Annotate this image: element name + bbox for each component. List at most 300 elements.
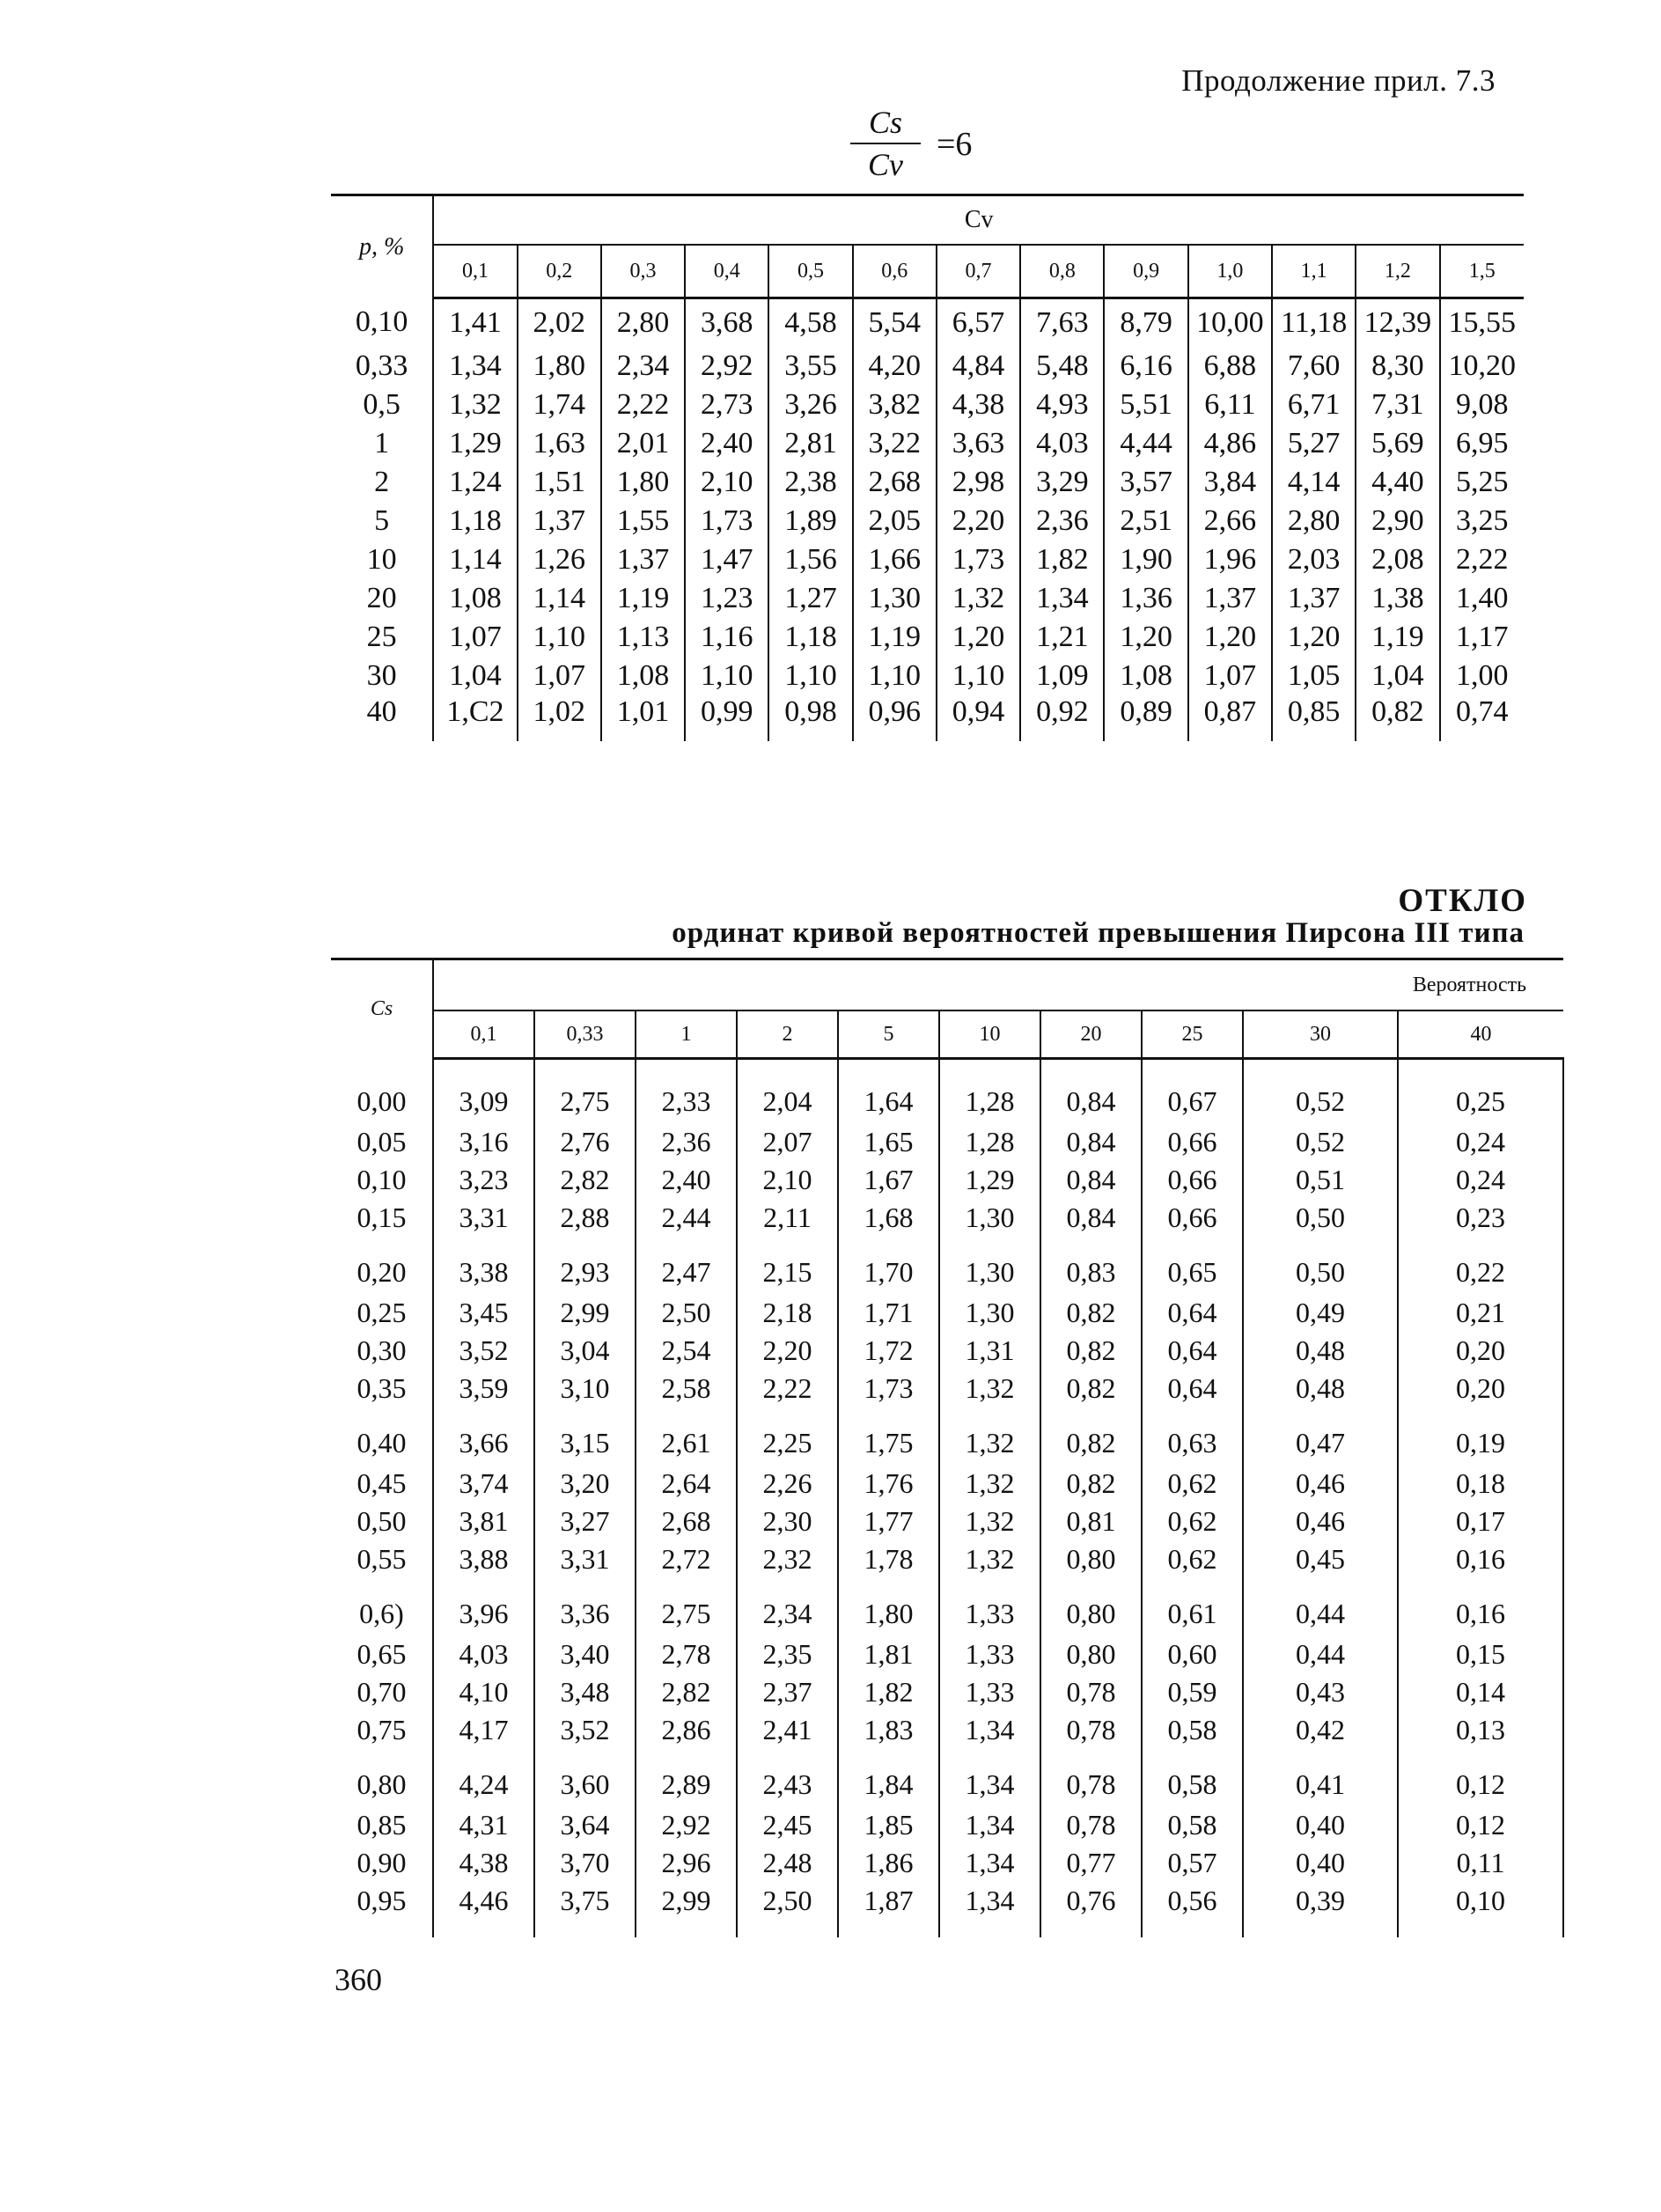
table2-row: [331, 1806, 1563, 1844]
table1-cell: 1,05: [1272, 657, 1356, 695]
table2-column-header: 0,33: [534, 1010, 636, 1059]
table2-cell: 1,83: [838, 1711, 939, 1749]
table2-cell: 1,32: [939, 1465, 1040, 1503]
table1-cell: 1,16: [685, 618, 768, 657]
table2-cell: 0,14: [1398, 1673, 1563, 1711]
table2-cell: 3,52: [433, 1332, 534, 1370]
table1-cell: 7,60: [1272, 347, 1356, 386]
table2-column-header: 30: [1243, 1010, 1398, 1059]
table2-cell: 1,30: [939, 1199, 1040, 1237]
table2-row-label: 0,50: [331, 1503, 433, 1540]
table1-cell: 1,20: [1272, 618, 1356, 657]
table2-row: [331, 1407, 1563, 1465]
table2-cell: 0,60: [1142, 1635, 1243, 1673]
table1-column-header: 0,7: [937, 245, 1020, 298]
table2-cell: 3,31: [433, 1199, 534, 1237]
table2-tail-cell: [331, 1920, 433, 1937]
ratio-denominator: Cv: [868, 147, 903, 182]
table2-row: [331, 1635, 1563, 1673]
table1-cell: 4,20: [853, 347, 937, 386]
table2-cell: 0,40: [1243, 1844, 1398, 1882]
table2-cell: 0,50: [1243, 1237, 1398, 1294]
table2-cell: 3,10: [534, 1370, 636, 1407]
table2-cell: 3,96: [433, 1578, 534, 1635]
table2-cell: 4,03: [433, 1635, 534, 1673]
table1-row: [331, 463, 1524, 502]
table2-cell: 0,78: [1040, 1673, 1142, 1711]
table2-cell: 2,50: [636, 1294, 737, 1332]
table2-row: [331, 1749, 1563, 1806]
table2-row-label: 0,55: [331, 1540, 433, 1578]
table2-row-label: 0,00: [331, 1059, 433, 1124]
table2-cell: 0,20: [1398, 1332, 1563, 1370]
table2-cell: 0,64: [1142, 1332, 1243, 1370]
table1-cell: 1,20: [937, 618, 1020, 657]
cv-coefficient-table: [331, 194, 1524, 741]
table2-row-label: 0,75: [331, 1711, 433, 1749]
table2-cell: 1,34: [939, 1882, 1040, 1920]
table2-row: [331, 1882, 1563, 1920]
table2-cell: 0,12: [1398, 1749, 1563, 1806]
table2-cell: 2,30: [737, 1503, 838, 1540]
table2-cell: 2,76: [534, 1123, 636, 1161]
table2-cell: 2,64: [636, 1465, 737, 1503]
table1-cell: 2,68: [853, 463, 937, 502]
table2-row: [331, 1237, 1563, 1294]
table1-cell: 1,07: [433, 618, 517, 657]
table2-row: [331, 1465, 1563, 1503]
table2-cell: 2,40: [636, 1161, 737, 1199]
table1-cell: 2,01: [601, 424, 685, 463]
table2-cell: 0,66: [1142, 1199, 1243, 1237]
table2-cell: 2,96: [636, 1844, 737, 1882]
table1-cell: 1,30: [853, 579, 937, 618]
table2-tail-cell: [1398, 1920, 1563, 1937]
table1-cell: 8,30: [1356, 347, 1439, 386]
table1-cell: 4,93: [1020, 386, 1104, 424]
table1-cell: 1,C2: [433, 695, 517, 741]
table2-cell: 2,25: [737, 1407, 838, 1465]
table1-cell: 1,23: [685, 579, 768, 618]
table2-cell: 2,34: [737, 1578, 838, 1635]
table2-cell: 0,50: [1243, 1199, 1398, 1237]
table1-cell: 1,80: [518, 347, 601, 386]
table2-cell: 1,77: [838, 1503, 939, 1540]
table1-cell: 6,11: [1188, 386, 1272, 424]
table2-cell: 3,48: [534, 1673, 636, 1711]
table2-row: [331, 1059, 1563, 1124]
table2-cell: 1,34: [939, 1806, 1040, 1844]
table1-cell: 1,66: [853, 540, 937, 579]
table2-cell: 3,36: [534, 1578, 636, 1635]
table1-cell: 1,07: [1188, 657, 1272, 695]
table1-cell: 1,82: [1020, 540, 1104, 579]
table1-cell: 1,19: [853, 618, 937, 657]
table1-cell: 9,08: [1440, 386, 1524, 424]
table2-cell: 2,93: [534, 1237, 636, 1294]
table2-cell: 1,28: [939, 1059, 1040, 1124]
table1-cell: 1,19: [601, 579, 685, 618]
table1-column-header: 1,5: [1440, 245, 1524, 298]
table2-cell: 0,13: [1398, 1711, 1563, 1749]
table1-column-header: 0,9: [1104, 245, 1187, 298]
table2-row-label: 0,80: [331, 1749, 433, 1806]
table1-cell: 3,82: [853, 386, 937, 424]
table1-cell: 2,98: [937, 463, 1020, 502]
table2-cell: 1,78: [838, 1540, 939, 1578]
table1-row-label: 0,10: [331, 298, 433, 348]
table1-cell: 0,94: [937, 695, 1020, 741]
table1-column-header: 1,1: [1272, 245, 1356, 298]
table1-cell: 1,74: [518, 386, 601, 424]
table1-cell: 1,17: [1440, 618, 1524, 657]
table2-cell: 0,17: [1398, 1503, 1563, 1540]
table2-cell: 2,82: [534, 1161, 636, 1199]
table1-cell: 1,36: [1104, 579, 1187, 618]
table2-cell: 4,24: [433, 1749, 534, 1806]
table1-cell: 2,80: [601, 298, 685, 348]
table1-cell: 1,41: [433, 298, 517, 348]
table2-cell: 2,48: [737, 1844, 838, 1882]
table2-cell: 2,54: [636, 1332, 737, 1370]
table2-cell: 0,84: [1040, 1199, 1142, 1237]
table2-cell: 3,09: [433, 1059, 534, 1124]
table1-cell: 1,89: [768, 502, 852, 540]
table1-cell: 1,14: [518, 579, 601, 618]
table1-cell: 3,25: [1440, 502, 1524, 540]
table2-cell: 0,47: [1243, 1407, 1398, 1465]
table1-cell: 2,08: [1356, 540, 1439, 579]
table2-cell: 0,62: [1142, 1465, 1243, 1503]
table2-cell: 0,11: [1398, 1844, 1563, 1882]
table2-cell: 0,21: [1398, 1294, 1563, 1332]
table1-cell: 6,16: [1104, 347, 1187, 386]
table2-cell: 0,42: [1243, 1711, 1398, 1749]
table2-cell: 0,19: [1398, 1407, 1563, 1465]
table1-cell: 1,34: [1020, 579, 1104, 618]
table2-cell: 2,18: [737, 1294, 838, 1332]
table2-cell: 1,70: [838, 1237, 939, 1294]
table1-cell: 1,34: [433, 347, 517, 386]
table2-cell: 4,17: [433, 1711, 534, 1749]
table1-cell: 3,55: [768, 347, 852, 386]
table1-row-label: 20: [331, 579, 433, 618]
table2-cell: 0,80: [1040, 1635, 1142, 1673]
table1-cell: 0,96: [853, 695, 937, 741]
table1-row-label: 25: [331, 618, 433, 657]
ratio-numerator: Cs: [868, 105, 903, 140]
table2-cell: 1,85: [838, 1806, 939, 1844]
table1-cell: 1,21: [1020, 618, 1104, 657]
table1-row: [331, 657, 1524, 695]
table2-cell: 0,22: [1398, 1237, 1563, 1294]
table2-cell: 2,32: [737, 1540, 838, 1578]
table2-cell: 1,32: [939, 1407, 1040, 1465]
table2-cell: 0,24: [1398, 1161, 1563, 1199]
table2-cell: 1,65: [838, 1123, 939, 1161]
table2-cell: 1,34: [939, 1711, 1040, 1749]
ratio-fraction: [850, 104, 921, 185]
table2-cell: 1,30: [939, 1237, 1040, 1294]
table1-cell: 1,32: [937, 579, 1020, 618]
table2-cell: 0,24: [1398, 1123, 1563, 1161]
table2-row-label: 0,95: [331, 1882, 433, 1920]
table2-cell: 0,16: [1398, 1540, 1563, 1578]
table2-cell: 3,74: [433, 1465, 534, 1503]
table2-cell: 2,82: [636, 1673, 737, 1711]
table2-row: [331, 1578, 1563, 1635]
table1-row-label: 30: [331, 657, 433, 695]
table2-cell: 0,82: [1040, 1407, 1142, 1465]
table1-cell: 2,92: [685, 347, 768, 386]
table1-cell: 1,47: [685, 540, 768, 579]
table2-cell: 3,38: [433, 1237, 534, 1294]
table2-cell: 0,12: [1398, 1806, 1563, 1844]
table2-cell: 3,60: [534, 1749, 636, 1806]
table2-cell: 0,46: [1243, 1465, 1398, 1503]
table1-column-header: 0,2: [518, 245, 601, 298]
table1-cell: 12,39: [1356, 298, 1439, 348]
table2-cell: 3,31: [534, 1540, 636, 1578]
table2-cell: 0,58: [1142, 1749, 1243, 1806]
table2-cell: 2,20: [737, 1332, 838, 1370]
table2-cell: 1,64: [838, 1059, 939, 1124]
table2-cell: 1,75: [838, 1407, 939, 1465]
table1-cell: 2,80: [1272, 502, 1356, 540]
table1-cell: 1,10: [937, 657, 1020, 695]
table1-cell: 0,85: [1272, 695, 1356, 741]
table1-cell: 2,03: [1272, 540, 1356, 579]
table2-cell: 1,33: [939, 1673, 1040, 1711]
table2-column-header: 0,1: [433, 1010, 534, 1059]
table1-row-label: 0,33: [331, 347, 433, 386]
table2-column-header: 25: [1142, 1010, 1243, 1059]
table1-cell: 5,27: [1272, 424, 1356, 463]
table1-cell: 3,57: [1104, 463, 1187, 502]
table1-row-label: 0,5: [331, 386, 433, 424]
table2-cell: 0,57: [1142, 1844, 1243, 1882]
table2-cell: 0,62: [1142, 1503, 1243, 1540]
table2-cell: 2,33: [636, 1059, 737, 1124]
table2-tail-cell: [1142, 1920, 1243, 1937]
table2-cell: 3,45: [433, 1294, 534, 1332]
table1-cell: 10,00: [1188, 298, 1272, 348]
table2-cell: 0,66: [1142, 1161, 1243, 1199]
table1-cell: 1,90: [1104, 540, 1187, 579]
table1-cell: 1,02: [518, 695, 601, 741]
table1-cell: 1,51: [518, 463, 601, 502]
table2-row-label: 0,90: [331, 1844, 433, 1882]
section-title: ОТКЛО: [1398, 883, 1527, 919]
table2-cell: 0,58: [1142, 1806, 1243, 1844]
table2-cell: 1,30: [939, 1294, 1040, 1332]
table2-cell: 0,61: [1142, 1578, 1243, 1635]
table2-row: [331, 1161, 1563, 1199]
table2-cell: 0,66: [1142, 1123, 1243, 1161]
table2-column-header: 2: [737, 1010, 838, 1059]
table2-row: [331, 1540, 1563, 1578]
table2-cell: 1,34: [939, 1844, 1040, 1882]
table2-cell: 0,81: [1040, 1503, 1142, 1540]
table1-cell: 1,08: [601, 657, 685, 695]
table2-cell: 2,89: [636, 1749, 737, 1806]
table2-cell: 1,33: [939, 1578, 1040, 1635]
table2-cell: 1,67: [838, 1161, 939, 1199]
table2-cell: 1,32: [939, 1503, 1040, 1540]
table2-cell: 3,66: [433, 1407, 534, 1465]
table1-cell: 1,10: [518, 618, 601, 657]
table1-cell: 1,18: [768, 618, 852, 657]
table2-cell: 2,61: [636, 1407, 737, 1465]
table1-row: [331, 618, 1524, 657]
table1-cell: 2,38: [768, 463, 852, 502]
table1-cell: 2,81: [768, 424, 852, 463]
table2-cell: 0,56: [1142, 1882, 1243, 1920]
table2-row-label: 0,6): [331, 1578, 433, 1635]
table2-cell: 1,29: [939, 1161, 1040, 1199]
ratio-formula: [850, 104, 1132, 196]
table1-cell: 1,29: [433, 424, 517, 463]
table2-row-label: 0,45: [331, 1465, 433, 1503]
table2-row-label: 0,05: [331, 1123, 433, 1161]
table2-cell: 3,16: [433, 1123, 534, 1161]
table1-row-label: 40: [331, 695, 433, 741]
table1-cell: 2,20: [937, 502, 1020, 540]
table2-cell: 0,51: [1243, 1161, 1398, 1199]
table1-cell: 1,00: [1440, 657, 1524, 695]
table1-cell: 4,86: [1188, 424, 1272, 463]
table2-row-label: 0,20: [331, 1237, 433, 1294]
table2-cell: 3,52: [534, 1711, 636, 1749]
table1-column-header: 0,3: [601, 245, 685, 298]
table1-row: [331, 579, 1524, 618]
table1-column-header: 0,1: [433, 245, 517, 298]
table2-row-label: 0,15: [331, 1199, 433, 1237]
table2-cell: 2,11: [737, 1199, 838, 1237]
table2-cell: 4,10: [433, 1673, 534, 1711]
table2-row: [331, 1332, 1563, 1370]
table1-cell: 1,10: [853, 657, 937, 695]
table2-cell: 0,65: [1142, 1237, 1243, 1294]
table2-cell: 1,76: [838, 1465, 939, 1503]
table2-tail-cell: [1243, 1920, 1398, 1937]
table2-cell: 0,52: [1243, 1059, 1398, 1124]
table1-cell: 1,18: [433, 502, 517, 540]
table1-cell: 1,14: [433, 540, 517, 579]
table1-column-header: 0,8: [1020, 245, 1104, 298]
table2-row-label: 0,10: [331, 1161, 433, 1199]
table2-row: [331, 1503, 1563, 1540]
table1-cell: 5,69: [1356, 424, 1439, 463]
table1-cell: 3,68: [685, 298, 768, 348]
table1-cell: 4,58: [768, 298, 852, 348]
table1-cell: 1,37: [601, 540, 685, 579]
table2-cell: 0,78: [1040, 1806, 1142, 1844]
table1-cell: 1,55: [601, 502, 685, 540]
table1-cell: 0,99: [685, 695, 768, 741]
table2-cell: 3,59: [433, 1370, 534, 1407]
table1-row: [331, 424, 1524, 463]
table2-cell: 1,87: [838, 1882, 939, 1920]
table1-cell: 1,37: [1272, 579, 1356, 618]
table2-cell: 1,34: [939, 1749, 1040, 1806]
table1-cell: 1,56: [768, 540, 852, 579]
table1-cell: 10,20: [1440, 347, 1524, 386]
table1-row: [331, 695, 1524, 741]
table2-cell: 0,82: [1040, 1370, 1142, 1407]
table2-cell: 2,43: [737, 1749, 838, 1806]
table1-row-label: 2: [331, 463, 433, 502]
table2-tail-row: [331, 1920, 1563, 1937]
table2-cell: 0,44: [1243, 1578, 1398, 1635]
table2-cell: 2,36: [636, 1123, 737, 1161]
table2-cell: 0,62: [1142, 1540, 1243, 1578]
table2-cell: 0,82: [1040, 1332, 1142, 1370]
table1-cell: 1,08: [1104, 657, 1187, 695]
table2-cell: 0,20: [1398, 1370, 1563, 1407]
table2-cell: 0,76: [1040, 1882, 1142, 1920]
table2-cell: 0,18: [1398, 1465, 1563, 1503]
table2-cell: 0,58: [1142, 1711, 1243, 1749]
table2-cell: 0,78: [1040, 1749, 1142, 1806]
table1-cell: 5,54: [853, 298, 937, 348]
table2-column-header: 1: [636, 1010, 737, 1059]
table2-row: [331, 1673, 1563, 1711]
table2-cell: 2,41: [737, 1711, 838, 1749]
table1-column-header: 1,2: [1356, 245, 1439, 298]
table1-cell: 1,38: [1356, 579, 1439, 618]
table1-cell: 1,04: [1356, 657, 1439, 695]
table1-cell: 4,38: [937, 386, 1020, 424]
table2-cell: 2,15: [737, 1237, 838, 1294]
table2-cell: 0,67: [1142, 1059, 1243, 1124]
table2-tail-cell: [838, 1920, 939, 1937]
table1-row-label: 10: [331, 540, 433, 579]
table1-cell: 7,31: [1356, 386, 1439, 424]
table2-cell: 0,39: [1243, 1882, 1398, 1920]
table2-cell: 3,20: [534, 1465, 636, 1503]
table2-cell: 0,80: [1040, 1540, 1142, 1578]
table2-cell: 0,82: [1040, 1465, 1142, 1503]
table2-cell: 1,33: [939, 1635, 1040, 1673]
table1-cell: 0,74: [1440, 695, 1524, 741]
table2-cell: 2,88: [534, 1199, 636, 1237]
table2-group-header: Вероятность: [433, 959, 1563, 1011]
table2-cell: 1,32: [939, 1540, 1040, 1578]
table1-cell: 8,79: [1104, 298, 1187, 348]
table2-cell: 0,45: [1243, 1540, 1398, 1578]
pearson-deviation-table: [331, 958, 1564, 1937]
table2-tail-cell: [433, 1920, 534, 1937]
table2-cell: 2,58: [636, 1370, 737, 1407]
page-header: Продолжение прил. 7.3: [1181, 63, 1496, 98]
table2-cell: 3,64: [534, 1806, 636, 1844]
table1-row-label: 5: [331, 502, 433, 540]
table1-cell: 1,37: [1188, 579, 1272, 618]
table1-cell: 1,04: [433, 657, 517, 695]
table1-cell: 3,63: [937, 424, 1020, 463]
table1-cell: 4,84: [937, 347, 1020, 386]
table2-cell: 2,99: [534, 1294, 636, 1332]
table2-cell: 0,44: [1243, 1635, 1398, 1673]
table2-cell: 0,48: [1243, 1332, 1398, 1370]
table2-row: [331, 1199, 1563, 1237]
table1-cell: 1,20: [1188, 618, 1272, 657]
table2-cell: 0,16: [1398, 1578, 1563, 1635]
table2-column-header: 20: [1040, 1010, 1142, 1059]
table2-cell: 0,46: [1243, 1503, 1398, 1540]
table2-row-label: 0,70: [331, 1673, 433, 1711]
